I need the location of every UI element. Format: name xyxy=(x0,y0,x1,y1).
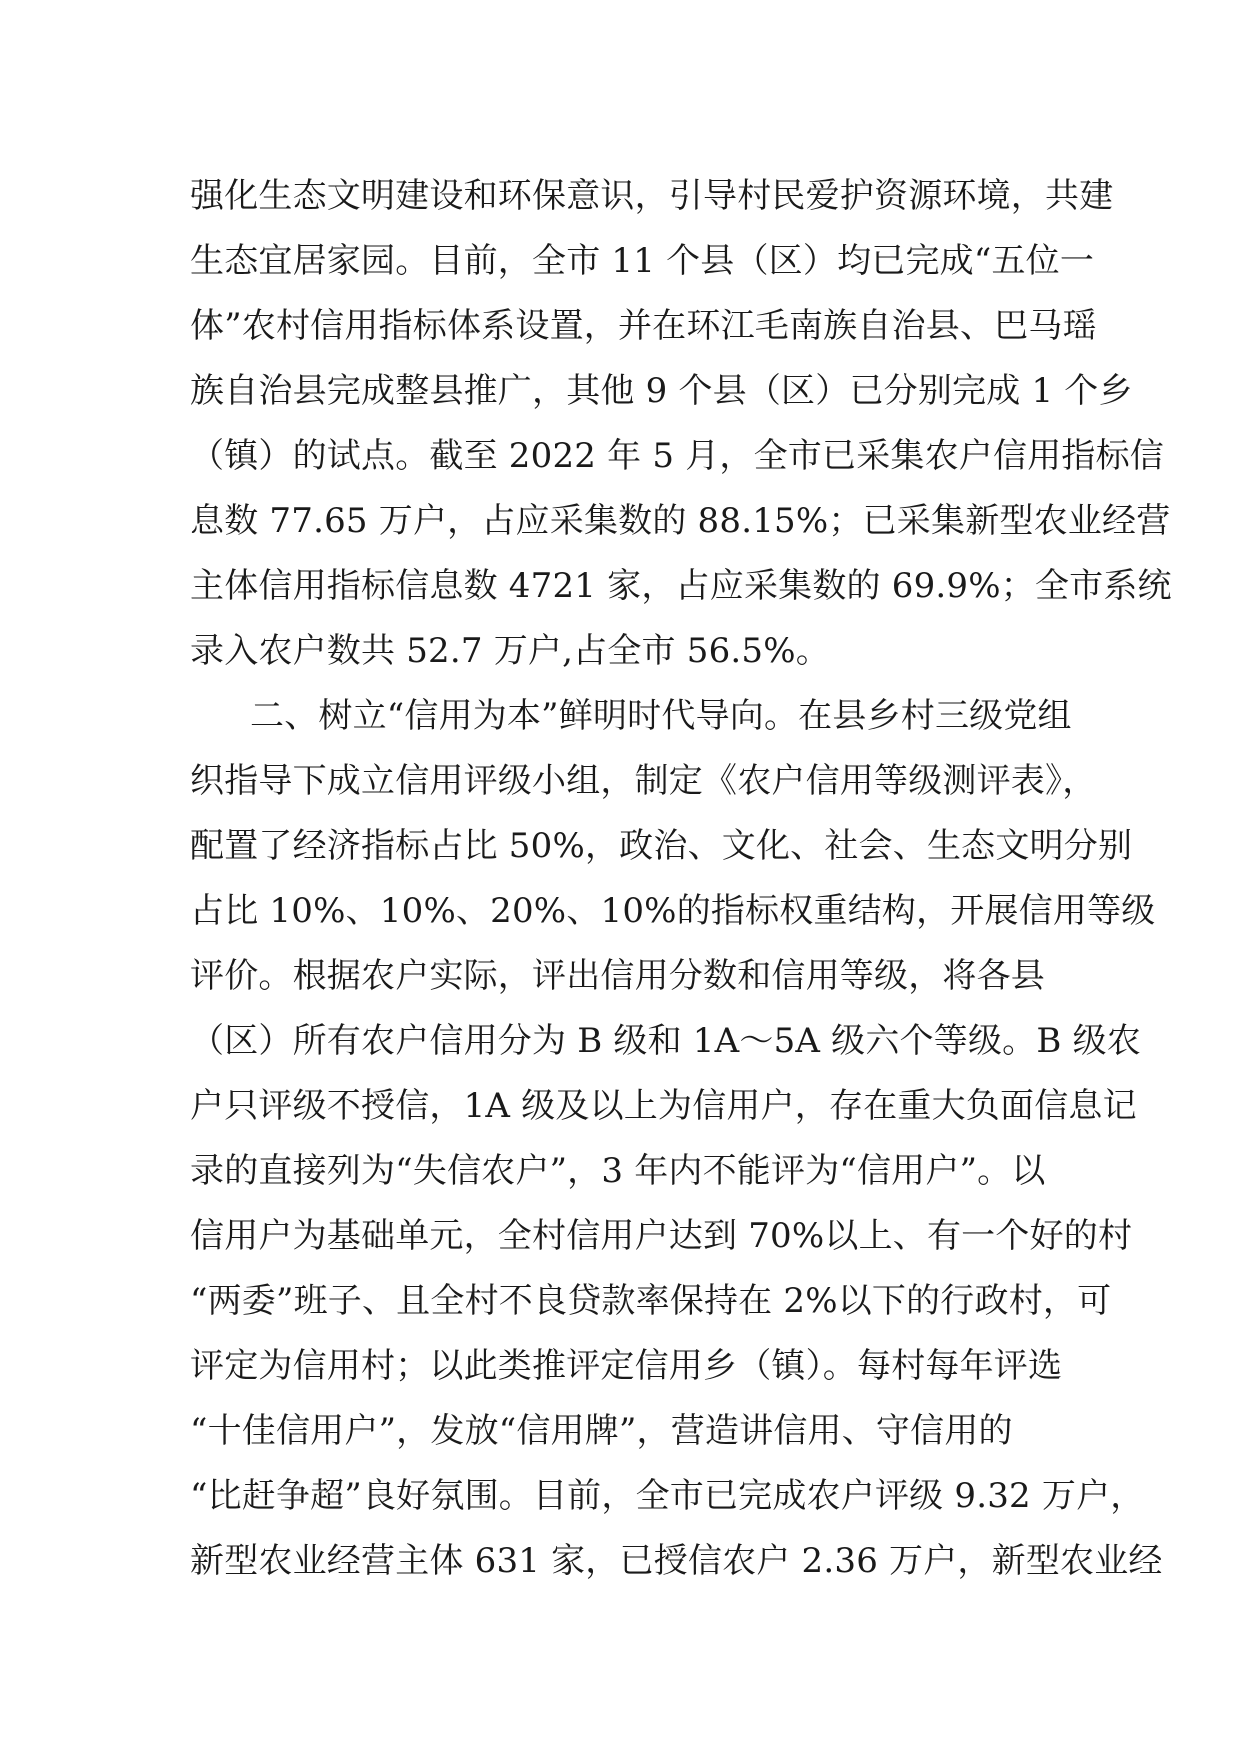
paragraph-1 xyxy=(190,164,1172,684)
text-line: 息数 77.65 万户，占应采集数的 88.15%；已采集新型农业经营 xyxy=(190,501,1171,541)
text-line: 族自治县完成整县推广，其他 9 个县（区）已分别完成 1 个乡 xyxy=(190,371,1133,411)
text-line: 录入农户数共 52.7 万户,占全市 56.5%。 xyxy=(190,631,830,671)
text-line: （区）所有农户信用分为 B 级和 1A～5A 级六个等级。B 级农 xyxy=(190,1021,1141,1061)
text-line: 体”农村信用指标体系设置，并在环江毛南族自治县、巴马瑶 xyxy=(190,306,1097,346)
text-line: 生态宜居家园。目前，全市 11 个县（区）均已完成“五位一 xyxy=(190,241,1095,281)
text-line: 二、树立“信用为本”鲜明时代导向。在县乡村三级党组 xyxy=(250,696,1072,736)
text-line: 信用户为基础单元，全村信用户达到 70%以上、有一个好的村 xyxy=(190,1216,1133,1256)
text-line: “两委”班子、且全村不良贷款率保持在 2%以下的行政村，可 xyxy=(190,1281,1112,1321)
text-line: 强化生态文明建设和环保意识，引导村民爱护资源环境，共建 xyxy=(190,176,1114,216)
text-line: 评价。根据农户实际，评出信用分数和信用等级，将各县 xyxy=(190,956,1045,996)
paragraph-2 xyxy=(190,684,1163,1594)
text-line: 主体信用指标信息数 4721 家，占应采集数的 69.9%；全市系统 xyxy=(190,566,1172,606)
text-line: 织指导下成立信用评级小组，制定《农户信用等级测评表》， xyxy=(190,761,1097,801)
text-line: （镇）的试点。截至 2022 年 5 月，全市已采集农户信用指标信 xyxy=(190,436,1164,476)
text-line: 评定为信用村；以此类推评定信用乡（镇）。每村每年评选 xyxy=(190,1346,1063,1386)
text-line: “十佳信用户”，发放“信用牌”，营造讲信用、守信用的 xyxy=(190,1411,1013,1451)
text-line: 新型农业经营主体 631 家，已授信农户 2.36 万户，新型农业经 xyxy=(190,1541,1163,1581)
text-line: “比赶争超”良好氛围。目前，全市已完成农户评级 9.32 万户， xyxy=(190,1476,1145,1516)
text-line: 占比 10%、10%、20%、10%的指标权重结构，开展信用等级 xyxy=(190,891,1156,931)
text-line: 录的直接列为“失信农户”，3 年内不能评为“信用户”。以 xyxy=(190,1151,1046,1191)
text-line: 配置了经济指标占比 50%，政治、文化、社会、生态文明分别 xyxy=(190,826,1133,866)
text-line: 户只评级不授信，1A 级及以上为信用户，存在重大负面信息记 xyxy=(190,1086,1137,1126)
document-body xyxy=(190,164,1172,1594)
